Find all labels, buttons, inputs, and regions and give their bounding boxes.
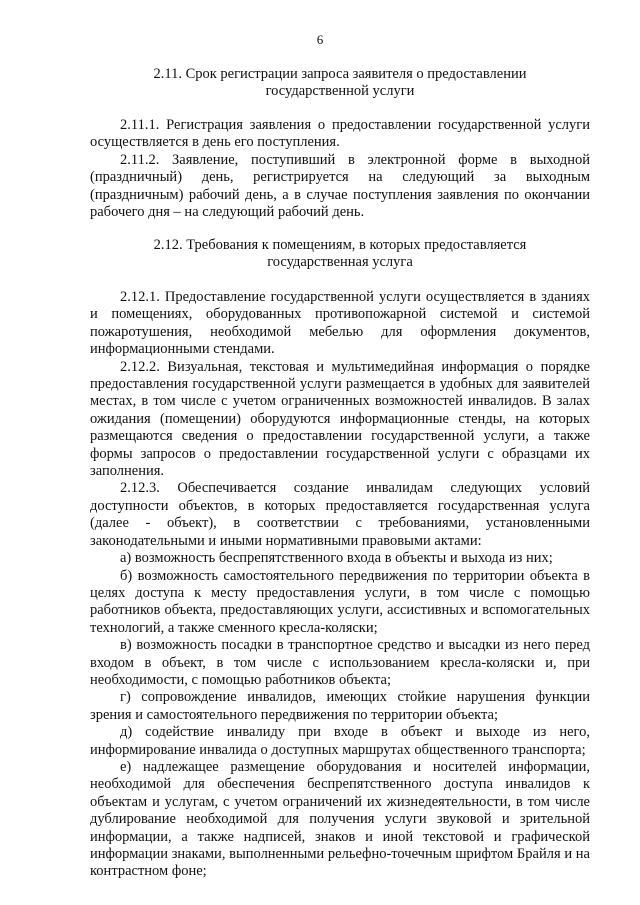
list-item-a: а) возможность беспрепятственного входа в объекты и выхода из них; [120, 550, 553, 567]
paragraph-2-12-1: 2.12.1. Предоставление государственной услуги осуществляется в зданиях и помещениях, оборудованных противопожарной системой и системой пожаротушения, необходимой мебелью для оформления документов, информационными стендами. [90, 289, 590, 358]
paragraph-2-12-3: 2.12.3. Обеспечивается создание инвалидам следующих условий доступности объектов, в которых предоставляется государственная услуга (далее - объект), в соответствии с требованиями, установленными законодательными и иными нормативными правовыми актами: [90, 480, 590, 549]
section-heading-2-11 [90, 66, 590, 100]
heading-line: 2.11. Срок регистрации запроса заявителя о предоставлении [153, 66, 527, 82]
paragraph-2-11-2: 2.11.2. Заявление, поступивший в электронной форме в выходной (праздничный) день, регистрируется на следующий за выходным (праздничным) рабочий день, а в случае поступления заявления по окончании рабочего дня – на следующий рабочий день. [90, 151, 590, 221]
section-body-2-11 [90, 117, 590, 221]
heading-line: государственной услуги [265, 83, 415, 99]
list-item-g: г) сопровождение инвалидов, имеющих стойкие нарушения функции зрения и самостоятельного передвижения по территории объекта; [90, 689, 590, 723]
paragraph-2-12-2: 2.12.2. Визуальная, текстовая и мультимедийная информация о порядке предоставления государственной услуги размещается в удобных для заявителей местах, в том числе с учетом ограниченных возможностей инвалидов. В залах ожидания (помещении) оборудуются информационные стенды, на которых размещаются сведения о предоставлении государственной услуги, а также формы запросов о предоставлении государственной услуги с образцами их заполнения. [90, 358, 590, 480]
list-item-d: д) содействие инвалиду при входе в объект и выходе из него, информирование инвалида о доступных маршрутах общественного транспорта; [90, 724, 590, 758]
section-heading-2-12 [90, 237, 590, 271]
page-number: 6 [316, 32, 324, 47]
section-body-2-12 [90, 289, 590, 881]
list-item-b: б) возможность самостоятельного передвижения по территории объекта в целях доступа к месту предоставления услуги, в том числе с помощью работников объекта, предоставляющих услуги, ассистивных и вспомогательных технологий, а также сменного кресла-коляски; [90, 567, 590, 636]
heading-line: 2.12. Требования к помещениям, в которых предоставляется [153, 237, 527, 253]
list-item-e: е) надлежащее размещение оборудования и носителей информации, необходимой для обеспечения беспрепятственного доступа инвалидов к объектам и услугам, с учетом ограничений их жизнедеятельности, в том числе дублирование необходимой для получения услуги звуковой и зрительной информации, а также надписей, знаков и иной текстовой и графической информации знаками, выполненными рельефно-точечным шрифтом Брайля и на контрастном фоне; [90, 758, 590, 880]
heading-line: государственная услуга [267, 254, 413, 270]
paragraph-2-11-1: 2.11.1. Регистрация заявления о предоставлении государственной услуги осуществляется в день его поступления. [90, 117, 590, 151]
list-item-v: в) возможность посадки в транспортное средство и высадки из него перед входом в объект, в том числе с использованием кресла-коляски и, при необходимости, с помощью работников объекта; [90, 637, 590, 688]
